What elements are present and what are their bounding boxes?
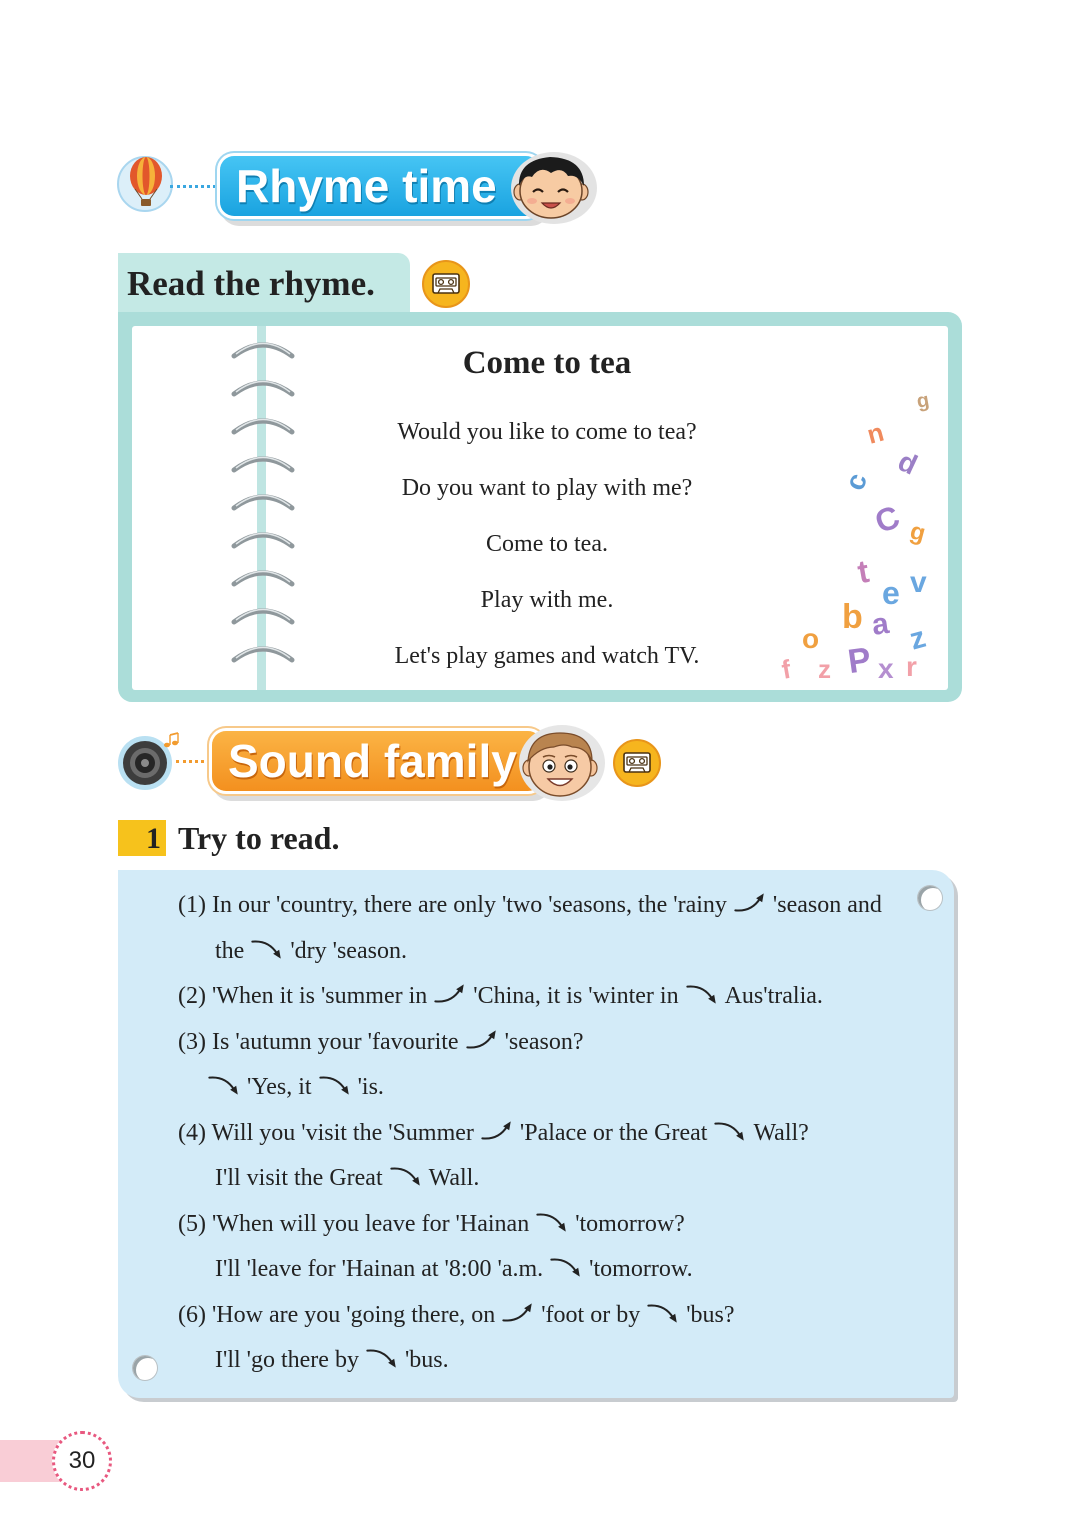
line-text: 'bus. <box>404 1347 449 1373</box>
decorative-letter: c <box>838 468 874 495</box>
dotted-connector <box>176 760 210 763</box>
line-text: 'season? <box>504 1028 584 1055</box>
music-note-icon <box>164 733 178 747</box>
exercise-line <box>178 883 948 929</box>
falling-intonation-icon <box>535 1211 569 1233</box>
decorative-letter: d <box>893 445 923 481</box>
rising-intonation-icon <box>465 1029 499 1051</box>
spiral-ring <box>234 610 292 623</box>
line-text: Aus'tralia. <box>724 983 823 1009</box>
decorative-letter: g <box>907 517 929 548</box>
line-text: Wall. <box>428 1165 480 1191</box>
exercise-line <box>178 1111 948 1157</box>
sound-family-banner: Sound family <box>212 731 542 791</box>
line-text: 'Yes, it <box>247 1074 312 1100</box>
decorative-letter: P <box>845 640 874 682</box>
decorative-letter: b <box>842 598 863 636</box>
line-text: 'bus? <box>686 1301 735 1328</box>
line-text: the <box>215 937 245 964</box>
page-number: 30 <box>52 1431 112 1491</box>
exercise-number: 1 <box>118 820 166 856</box>
falling-intonation-icon <box>318 1074 352 1096</box>
cassette-tape-icon[interactable] <box>612 738 662 788</box>
decorative-letter: r <box>906 651 917 682</box>
line-text: (4) Will you 'visit the 'Summer <box>178 1119 474 1146</box>
spiral-ring <box>234 382 292 395</box>
poem-body <box>292 404 802 684</box>
punched-hole <box>133 1356 157 1380</box>
line-text: 'foot or by <box>541 1301 641 1328</box>
line-text: 'is. <box>357 1074 384 1100</box>
falling-intonation-icon <box>549 1256 583 1278</box>
decorative-letter: g <box>915 389 931 413</box>
decorative-letter: C <box>870 498 905 541</box>
spiral-ring <box>234 344 292 357</box>
boy-face-icon <box>514 721 608 803</box>
falling-intonation-icon <box>713 1120 747 1142</box>
spiral-ring <box>234 648 292 661</box>
exercise-lines <box>178 883 948 1384</box>
exercise-line <box>178 1338 948 1384</box>
falling-intonation-icon <box>250 938 284 960</box>
decorative-letters <box>770 380 940 690</box>
decorative-letter: e <box>882 575 900 611</box>
line-text: (1) In our 'country, there are only 'two 'seasons, the 'rainy <box>178 892 727 918</box>
line-text: Wall? <box>753 1119 809 1146</box>
spiral-ring <box>234 420 292 433</box>
rising-intonation-icon <box>480 1120 514 1142</box>
line-text: (5) 'When will you leave for 'Hainan <box>178 1210 530 1237</box>
hot-air-balloon-icon <box>115 150 175 218</box>
decorative-letter: o <box>802 623 820 654</box>
line-text: I'll 'go there by <box>215 1347 359 1373</box>
spiral-binding <box>228 330 298 670</box>
spiral-ring <box>234 572 292 585</box>
exercise-line <box>178 1065 948 1111</box>
instruction-tab: Read the rhyme. <box>118 253 410 313</box>
exercise-line <box>178 929 948 975</box>
decorative-letter: z <box>906 620 930 657</box>
decorative-letter: z <box>818 654 831 684</box>
poem-title: Come to tea <box>462 345 632 381</box>
line-text: I'll visit the Great <box>215 1165 383 1191</box>
rhyme-time-banner: Rhyme time <box>220 156 540 216</box>
decorative-letter: t <box>854 552 872 591</box>
falling-intonation-icon <box>389 1165 423 1187</box>
poem-line: Let's play games and watch TV. <box>394 643 700 669</box>
decorative-letter: n <box>863 416 887 450</box>
line-text: I'll 'leave for 'Hainan at '8:00 'a.m. <box>215 1256 544 1282</box>
decorative-letter: x <box>878 653 894 684</box>
line-text: 'tomorrow. <box>589 1256 693 1282</box>
spiral-ring <box>234 534 292 547</box>
decorative-letter: a <box>869 606 891 642</box>
dotted-connector <box>170 185 216 188</box>
poem-line: Play with me. <box>480 587 614 613</box>
falling-intonation-icon <box>365 1347 399 1369</box>
exercise-line <box>178 1202 948 1248</box>
line-text: 'tomorrow? <box>575 1210 685 1237</box>
poem-line: Come to tea. <box>486 531 608 557</box>
boy-face-icon <box>504 146 598 226</box>
line-text: 'dry 'season. <box>290 937 407 964</box>
line-text: 'China, it is 'winter in <box>473 983 679 1009</box>
exercise-line <box>178 1247 948 1293</box>
exercise-heading: Try to read. <box>178 820 340 856</box>
spiral-ring <box>234 496 292 509</box>
poem-line: Would you like to come to tea? <box>397 419 697 445</box>
line-text: (6) 'How are you 'going there, on <box>178 1301 496 1328</box>
exercise-line <box>178 1156 948 1202</box>
exercise-line <box>178 974 948 1020</box>
rising-intonation-icon <box>433 983 467 1005</box>
exercise-line <box>178 1293 948 1339</box>
poem-line: Do you want to play with me? <box>401 475 693 501</box>
exercise-line <box>178 1020 948 1066</box>
spiral-ring <box>234 458 292 471</box>
rising-intonation-icon <box>501 1302 535 1324</box>
line-text: (3) Is 'autumn your 'favourite <box>178 1028 459 1055</box>
line-text: 'Palace or the Great <box>519 1119 708 1146</box>
speaker-icon <box>115 730 181 794</box>
falling-intonation-icon <box>646 1302 680 1324</box>
rising-intonation-icon <box>733 892 767 914</box>
cassette-tape-icon[interactable] <box>421 259 471 309</box>
falling-intonation-icon <box>207 1074 241 1096</box>
line-text: 'season and <box>772 892 882 918</box>
decorative-letter: f <box>779 653 794 685</box>
falling-intonation-icon <box>685 983 719 1005</box>
line-text: (2) 'When it is 'summer in <box>178 983 428 1009</box>
decorative-letter: v <box>910 566 927 599</box>
